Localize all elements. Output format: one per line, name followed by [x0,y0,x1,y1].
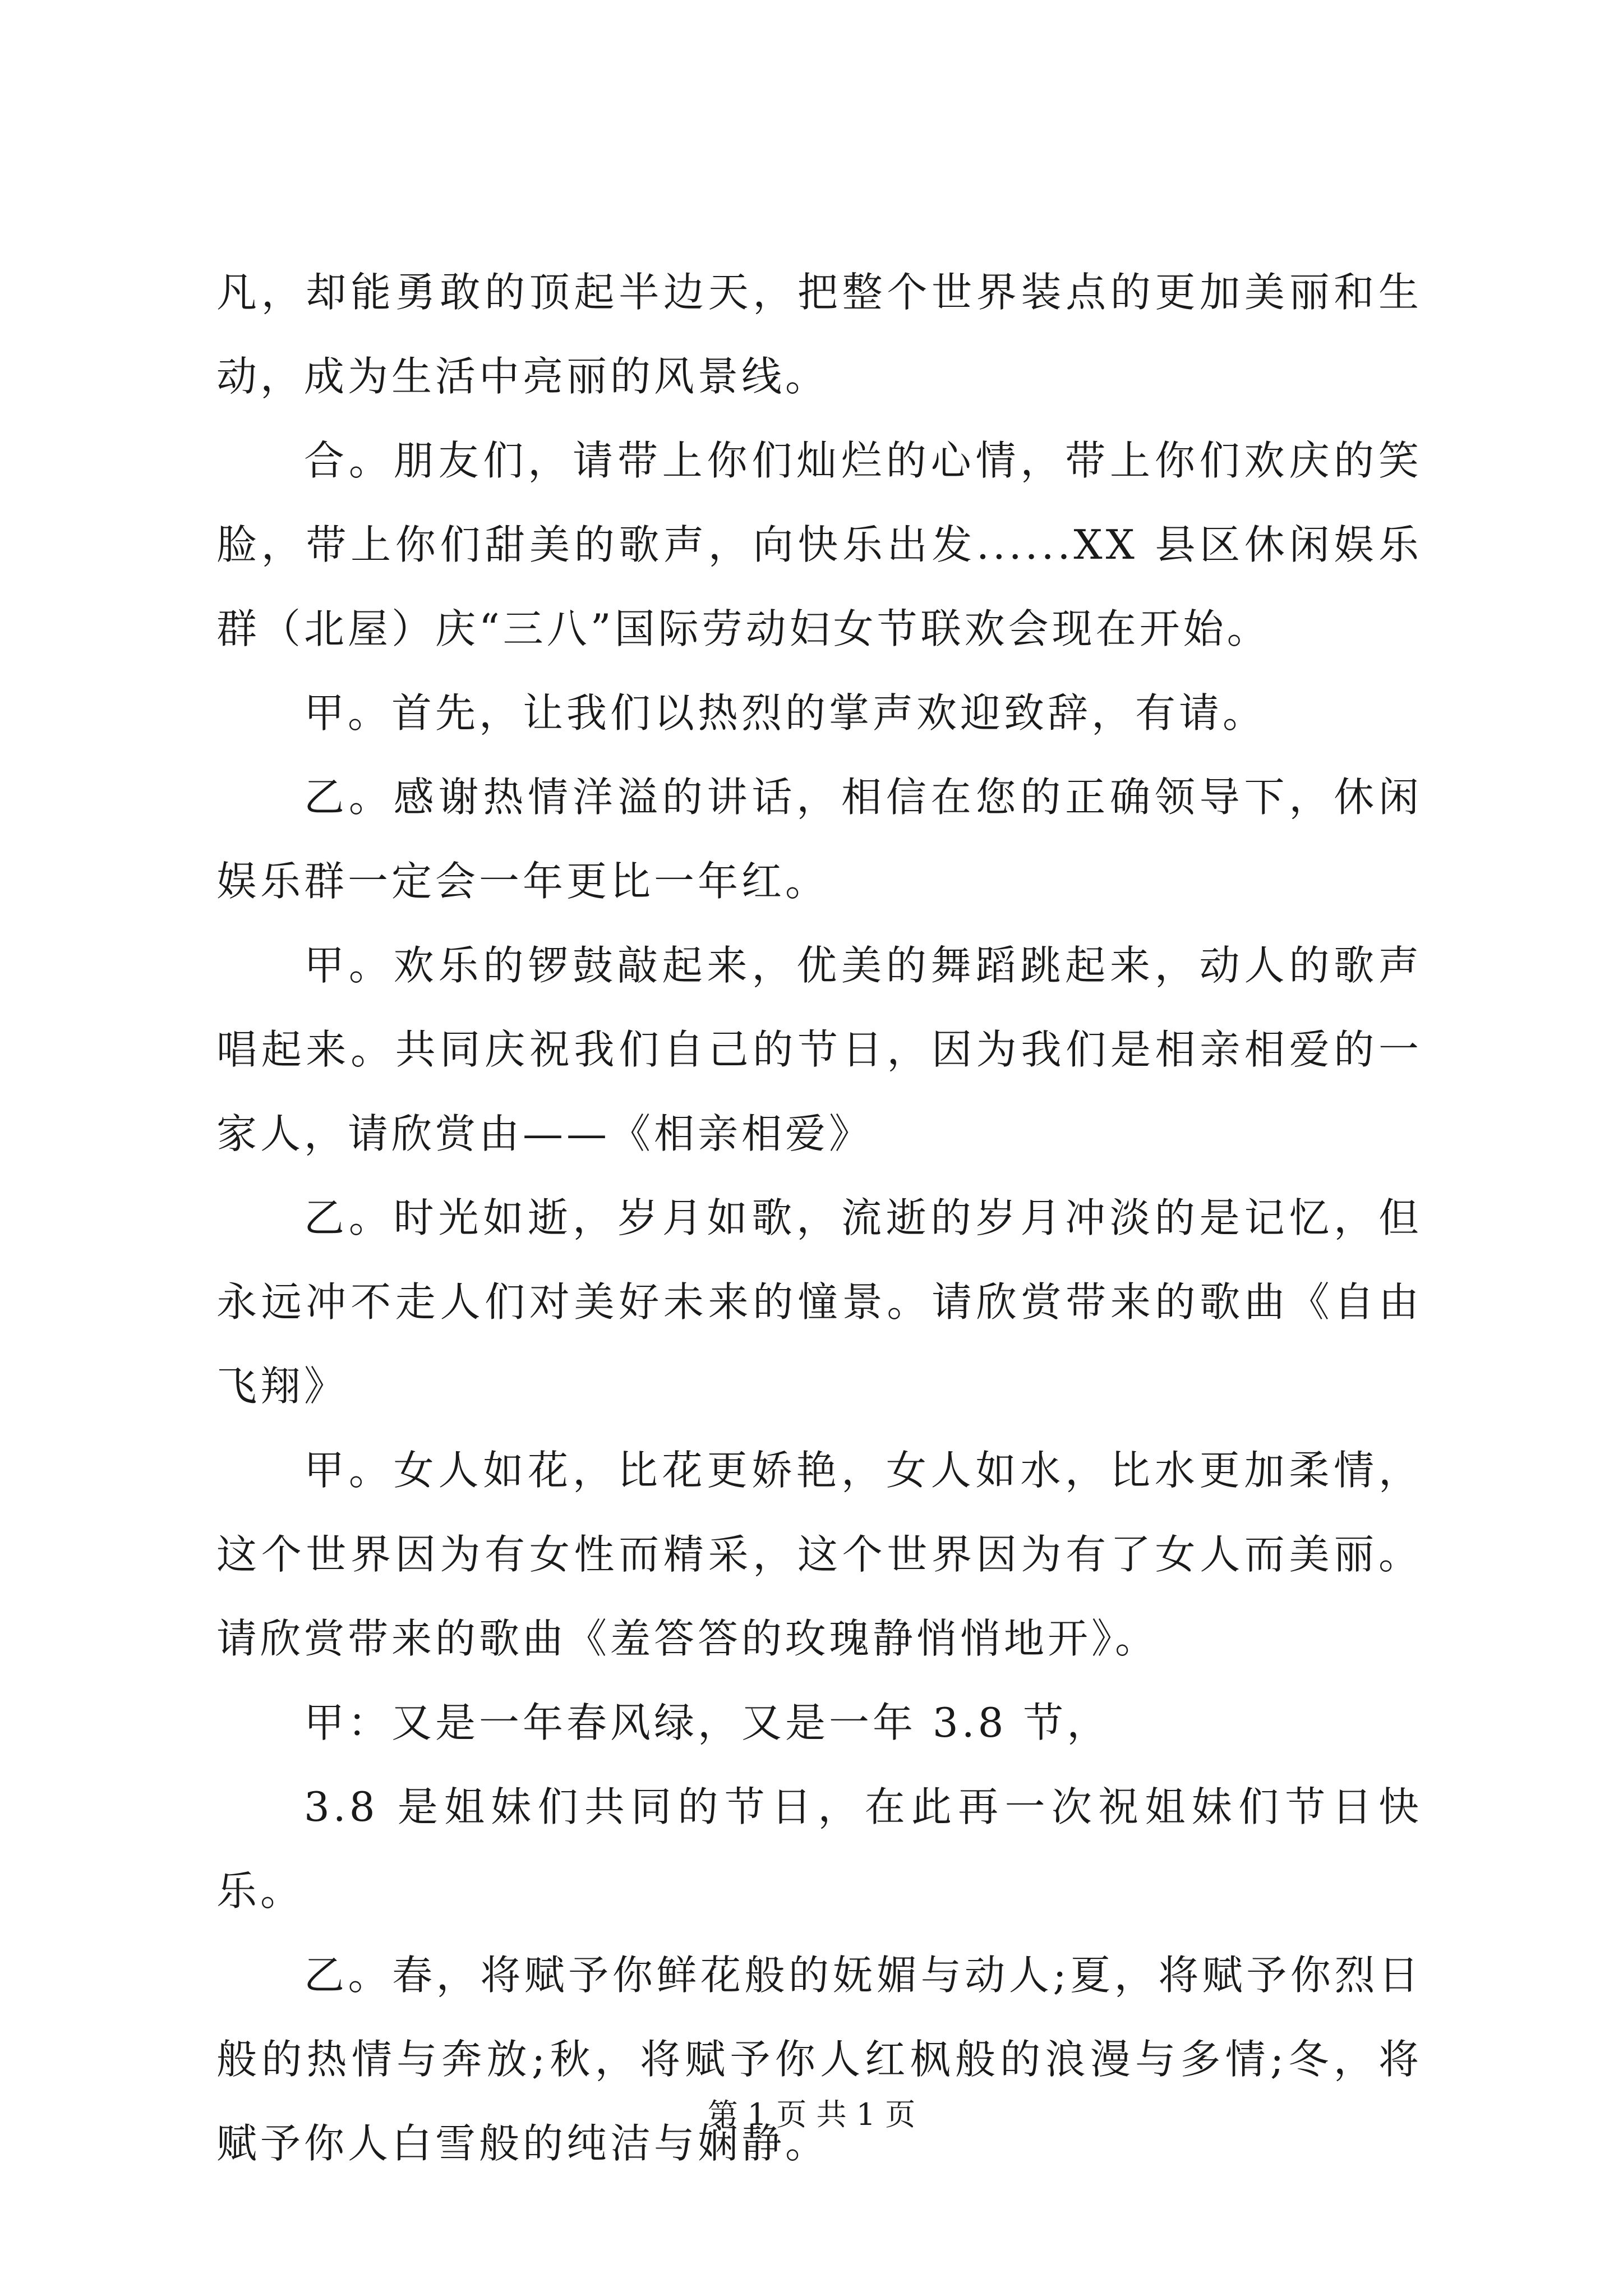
paragraph-continuation: 凡，却能勇敢的顶起半边天，把整个世界装点的更加美丽和生动，成为生活中亮丽的风景线。 [216,269,1422,400]
paragraph-four-seasons: 乙。春，将赋予你鲜花般的妩媚与动人;夏，将赋予你烈日般的热情与奔放;秋，将赋予你人红枫般的浪漫与多情;冬，将赋予你人白雪般的纯洁与娴静。 [216,1952,1422,2167]
document-body [216,250,1422,2185]
paragraph-song-intro-2: 乙。时光如逝，岁月如歌，流逝的岁月冲淡的是记忆，但永远冲不走人们对美好未来的憧景。请欣赏带来的歌曲《自由飞翔》 [216,1194,1422,1410]
paragraph-opening-announcement: 合。朋友们，请带上你们灿烂的心情，带上你们欢庆的笑脸，带上你们甜美的歌声，向快乐出发......XX 县区休闲娱乐群（北屋）庆“三八”国际劳动妇女节联欢会现在开始。 [216,437,1422,652]
paragraph-song-intro-3: 甲。女人如花，比花更娇艳，女人如水，比水更加柔情，这个世界因为有女性而精采，这个世界因为有了女人而美丽。请欣赏带来的歌曲《羞答答的玫瑰静悄悄地开》。 [216,1447,1422,1662]
paragraph-spring-festival: 甲：又是一年春风绿，又是一年 3.8 节， [304,1699,1111,1746]
paragraph-song-intro-1: 甲。欢乐的锣鼓敲起来，优美的舞蹈跳起来，动人的歌声唱起来。共同庆祝我们自己的节日，因为我们是相亲相爱的一家人，请欣赏由——《相亲相爱》 [216,942,1422,1157]
paragraph-festival-wishes: 3.8 是姐妹们共同的节日，在此再一次祝姐妹们节日快乐。 [216,1783,1422,1915]
paragraph-thanks: 乙。感谢热情洋溢的讲话，相信在您的正确领导下，休闲娱乐群一定会一年更比一年红。 [216,774,1422,905]
page-footer: 第 1 页 共 1 页 [707,2097,916,2132]
paragraph-welcome-speech: 甲。首先，让我们以热烈的掌声欢迎致辞，有请。 [304,689,1267,737]
